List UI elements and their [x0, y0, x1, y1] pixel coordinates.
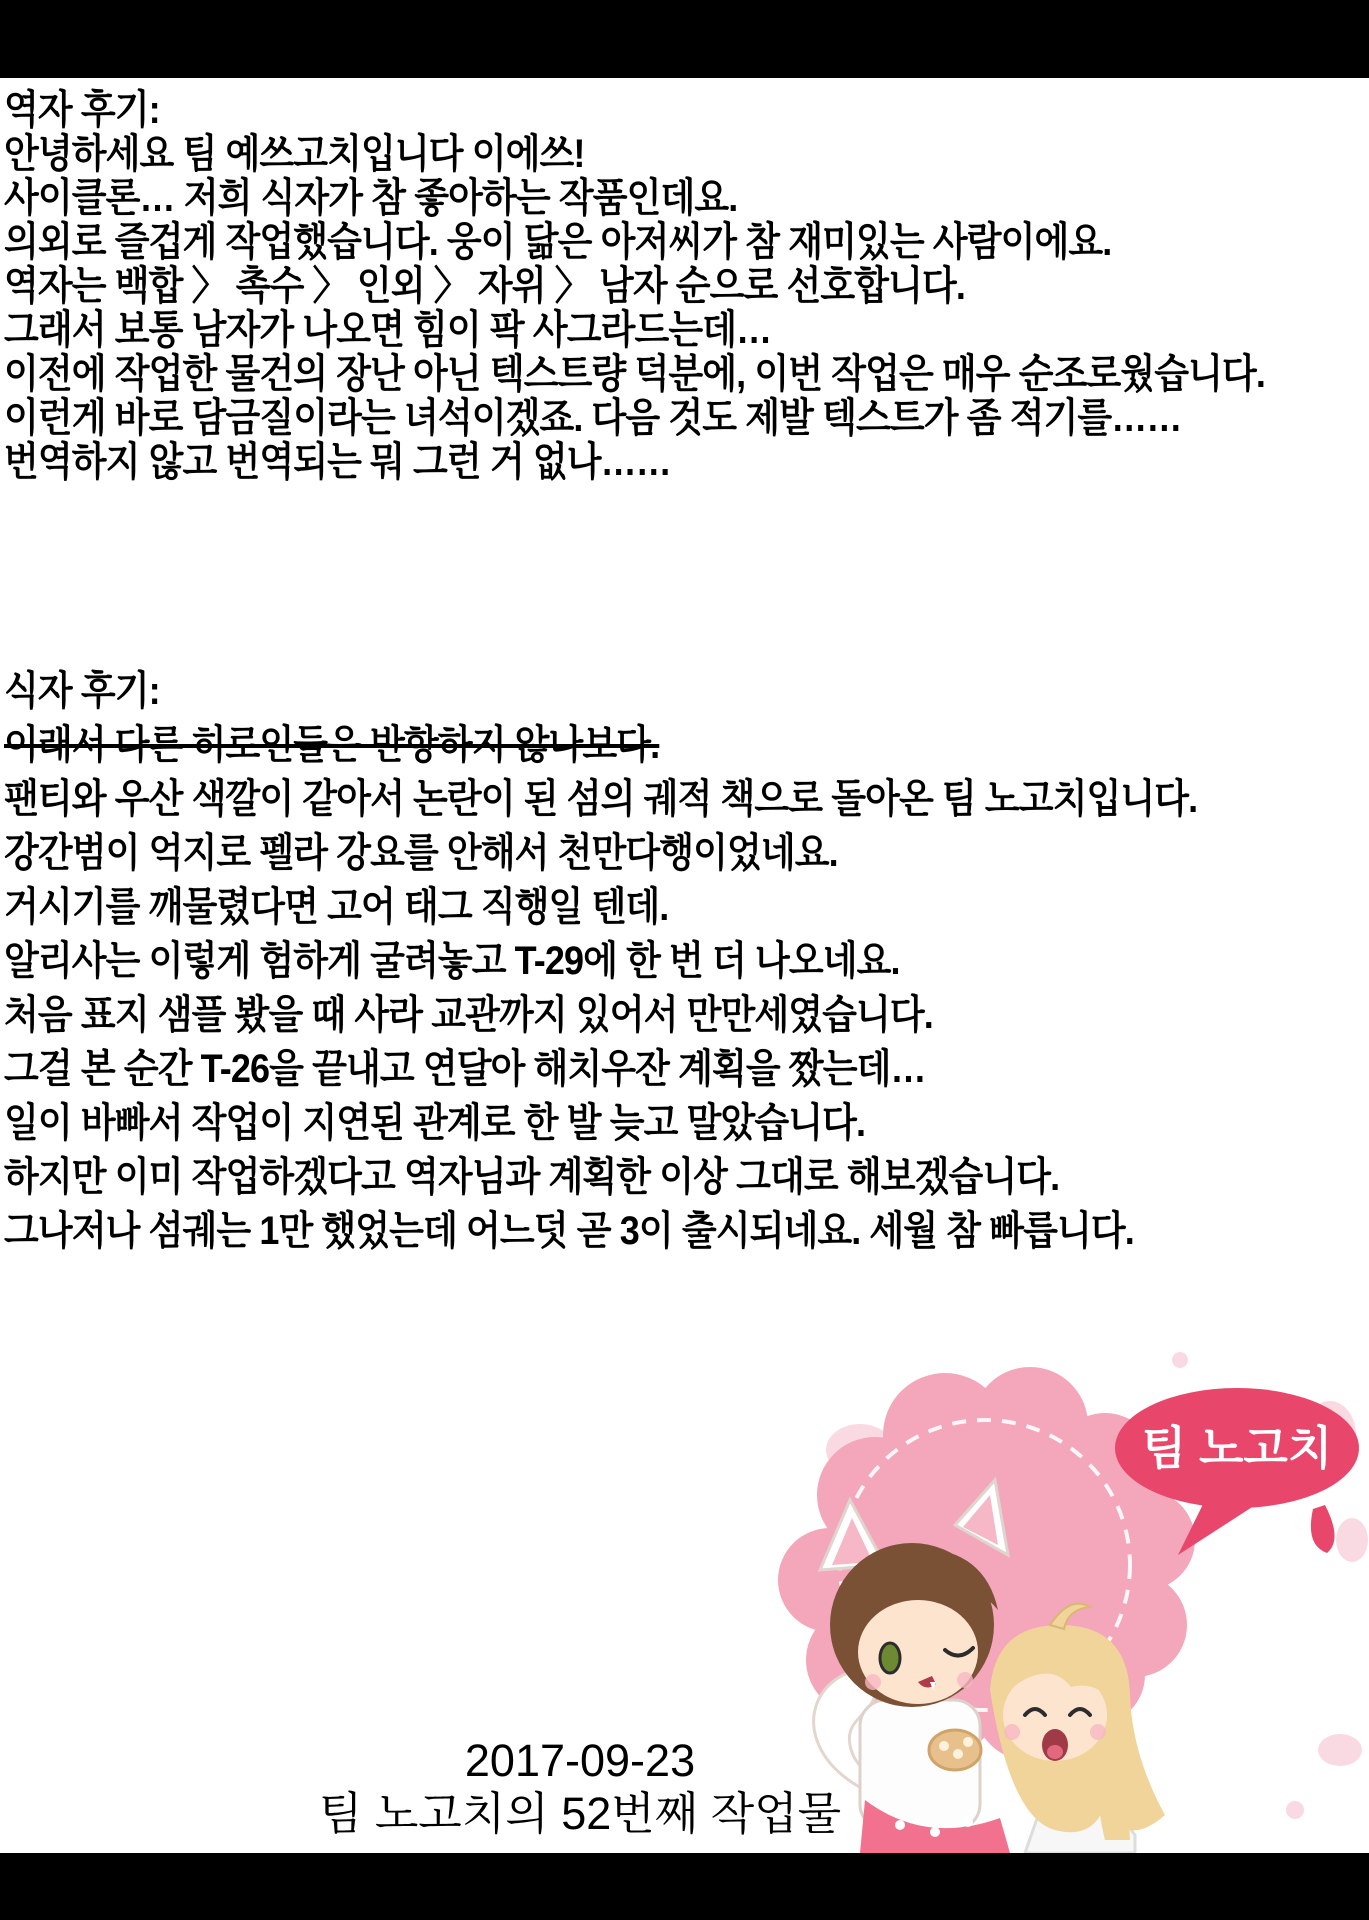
typesetter-afterword-line: 그걸 본 순간 T-26을 끝내고 연달아 해치우잔 계획을 짰는데…	[4, 1047, 926, 1091]
top-black-bar	[0, 0, 1369, 78]
typesetter-afterword	[4, 664, 1197, 1258]
translator-afterword-title: 역자 후기:	[4, 88, 160, 132]
typesetter-afterword-line: 강간범이 억지로 펠라 강요를 안해서 천만다행이었네요.	[4, 831, 838, 875]
release-date: 2017-09-23	[464, 1735, 696, 1786]
typesetter-afterword-line: 거시기를 깨물렸다면 고어 태그 직행일 텐데.	[4, 885, 669, 929]
translator-afterword-line: 그래서 보통 남자가 나오면 힘이 팍 사그라드는데…	[4, 308, 772, 352]
translator-afterword-line: 번역하지 않고 번역되는 뭐 그런 거 없나……	[4, 440, 671, 484]
translator-afterword-line: 사이클론… 저희 식자가 참 좋아하는 작품인데요.	[4, 176, 738, 220]
typesetter-afterword-line: 일이 바빠서 작업이 지연된 관계로 한 발 늦고 말았습니다.	[4, 1101, 866, 1145]
release-info	[180, 1734, 980, 1840]
typesetter-afterword-line: 하지만 이미 작업하겠다고 역자님과 계획한 이상 그대로 해보겠습니다.	[4, 1155, 1060, 1199]
translator-afterword-line: 역자는 백합 〉 촉수 〉 인외 〉 자위 〉 남자 순으로 선호합니다.	[4, 264, 966, 308]
translator-afterword-line: 이전에 작업한 물건의 장난 아닌 텍스트량 덕분에, 이번 작업은 매우 순조로웠습니다.	[4, 352, 1266, 396]
translator-afterword-line: 의외로 즐겁게 작업했습니다. 웅이 닮은 아저씨가 참 재미있는 사람이에요.	[4, 220, 1112, 264]
translator-afterword-line: 이런게 바로 담금질이라는 녀석이겠죠. 다음 것도 제발 텍스트가 좀 적기를……	[4, 396, 1182, 440]
typesetter-afterword-line: 알리사는 이렇게 험하게 굴려놓고 T-29에 한 번 더 나오네요.	[4, 939, 900, 983]
release-caption: 팀 노고치의 52번째 작업물	[318, 1788, 842, 1839]
typesetter-afterword-line: 팬티와 우산 색깔이 같아서 논란이 된 섬의 궤적 책으로 돌아온 팀 노고치입니다.	[4, 777, 1198, 821]
typesetter-afterword-line: 그나저나 섬궤는 1만 했었는데 어느덧 곧 3이 출시되네요. 세월 참 빠릅니다.	[4, 1209, 1134, 1253]
translator-afterword	[4, 88, 1265, 484]
typesetter-afterword-title: 식자 후기:	[4, 669, 160, 713]
bottom-black-bar	[0, 1853, 1369, 1920]
team-nogochi-bubble-label: 팀 노고치	[1141, 1422, 1333, 1474]
typesetter-afterword-strikethrough-line: 이래서 다른 히로인들은 반항하지 않나보다.	[4, 723, 660, 767]
typesetter-afterword-line: 처음 표지 샘플 봤을 때 사라 교관까지 있어서 만만세였습니다.	[4, 993, 933, 1037]
translator-afterword-line: 안녕하세요 팀 예쓰고치입니다 이에쓰!	[4, 132, 585, 176]
